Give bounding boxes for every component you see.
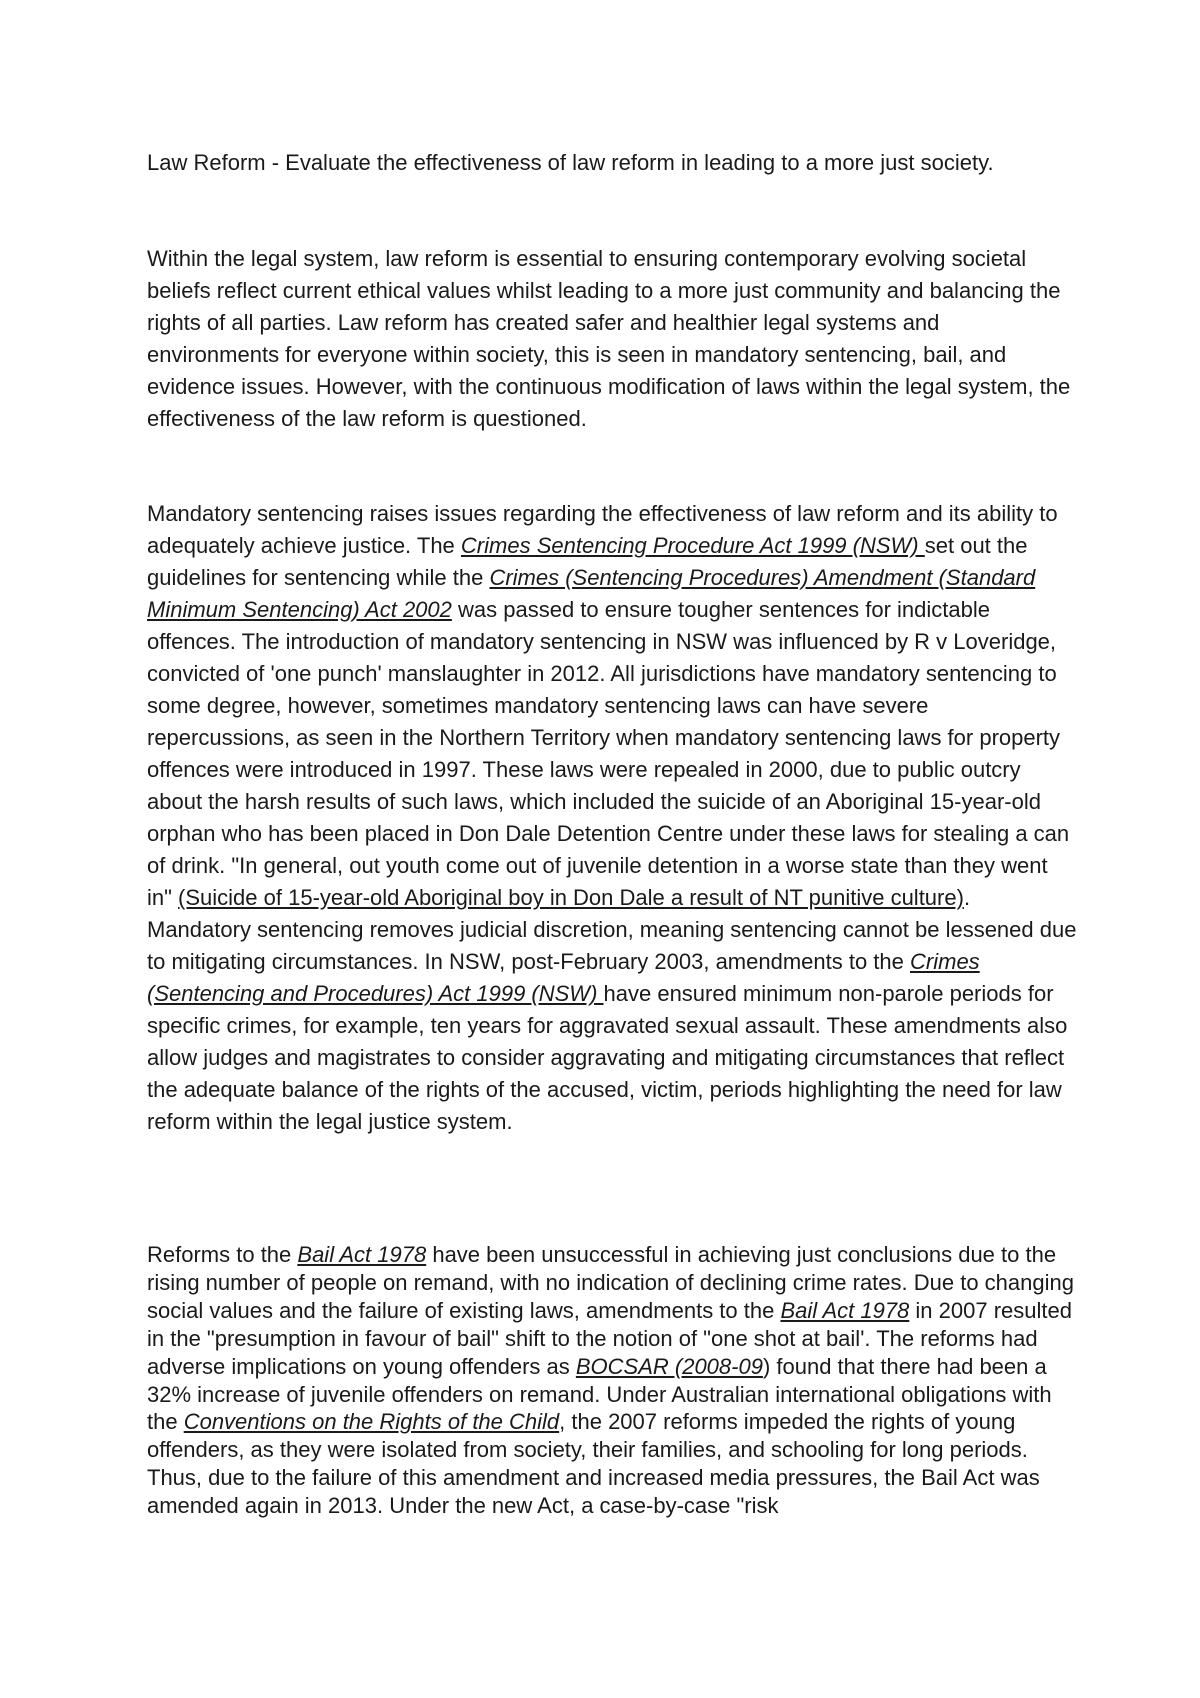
legislation-reference: Bail Act 1978 [297, 1242, 427, 1267]
source-reference: BOCSAR (2008-09 [575, 1353, 763, 1379]
legislation-reference: Crimes (Sentencing and Procedures) Act 1999 (NSW) [147, 949, 980, 1006]
text-run: Reforms to the [147, 1242, 298, 1267]
text-run: was passed to ensure tougher sentences for indictable offences. The introduction of mandatory sentencing in NSW was influenced by R v Loveridge, convicted of 'one punch' manslaughter in 2012. All jurisdictions have mandatory sentencing to some degree, however, sometimes mandatory sentencing laws can have severe repercussions, as seen in the Northern Territory when mandatory sentencing laws for property offences were introduced in 1997. These laws were repealed in 2000, due to public outcry about the harsh results of such laws, which included the suicide of an Aboriginal 15-year-old orphan who has been placed in Don Dale Detention Centre under these laws for stealing a can of drink. "In general, out youth come out of juvenile detention in a worse state than they went in" [147, 597, 1070, 910]
text-run: in 2007 resulted in the "presumption in favour of bail" shift to the notion of "one shot at bail'. The reforms had adverse implications on young offenders as [147, 1297, 1072, 1379]
convention-reference: Conventions on the Rights of the Child [183, 1409, 560, 1435]
paragraph-introduction: Within the legal system, law reform is essential to ensuring contemporary evolving societal beliefs reflect current ethical values whilst leading to a more just community and balancing the rights of all parties. Law reform has created safer and healthier legal systems and environments for everyone within society, this is seen in mandatory sentencing, bail, and evidence issues. However, with the continuous modification of laws within the legal system, the effectiveness of the law reform is questioned. [147, 246, 1071, 431]
legislation-reference: Crimes (Sentencing Procedures) Amendment (Standard Minimum Sentencing) Act 2002 [147, 565, 1036, 622]
text-run: ) found that there had been a 32% increase of juvenile offenders on remand. Under Australian international obligations with the [147, 1353, 1052, 1435]
text-run: , the 2007 reforms impeded the rights of young offenders, as they were isolated from society, their families, and schooling for long periods. Thus, due to the failure of this amendment and increased media pressures, the Bail Act was amended again in 2013. Under the new Act, a case-by-case "risk [147, 1409, 1040, 1519]
text-run: have been unsuccessful in achieving just conclusions due to the rising number of people on remand, with no indication of declining crime rates. Due to changing social values and the failure of existing laws, amendments to the [147, 1242, 1074, 1323]
text-run: . Mandatory sentencing removes judicial discretion, meaning sentencing cannot be lessened due to mitigating circumstances. In NSW, post-February 2003, amendments to the [147, 885, 1077, 974]
legislation-reference: Bail Act 1978 [780, 1297, 910, 1323]
text-run: have ensured minimum non-parole periods for specific crimes, for example, ten years for aggravated sexual assault. These amendments also allow judges and magistrates to consider aggravating and mitigating circumstances that reflect the adequate balance of the rights of the accused, victim, periods highlighting the need for law reform within the legal justice system. [147, 981, 1068, 1134]
paragraph-mandatory-sentencing [147, 498, 1077, 1138]
text-run: Mandatory sentencing raises issues regarding the effectiveness of law reform and its ability to adequately achieve justice. The [147, 501, 1058, 558]
legislation-reference: Crimes Sentencing Procedure Act 1999 (NSW) [460, 533, 925, 558]
document-title: Law Reform - Evaluate the effectiveness of law reform in leading to a more just society. [147, 150, 994, 175]
paragraph-bail-reform [147, 1241, 1077, 1520]
source-reference: (Suicide of 15-year-old Aboriginal boy in Don Dale a result of NT punitive culture) [178, 885, 964, 910]
text-run: set out the guidelines for sentencing while the [147, 533, 1028, 590]
